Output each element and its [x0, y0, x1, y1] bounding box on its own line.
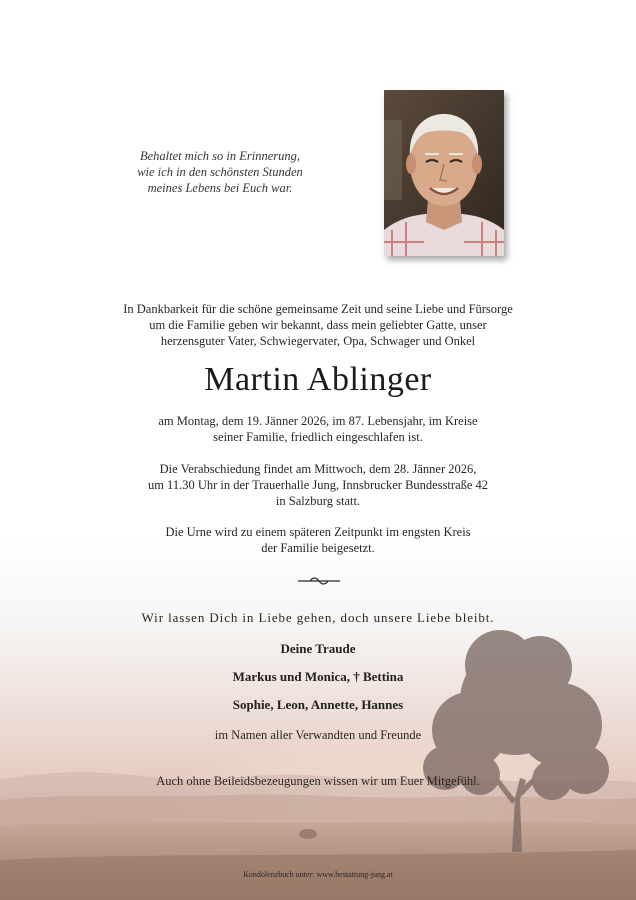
- condolence-line: Auch ohne Beileidsbezeugungen wissen wir um Euer Mitgefühl.: [156, 774, 480, 788]
- footer-condolence-link: Kondolenzbuch unter: www.bestattung-jung.at: [243, 870, 393, 879]
- urn-info: [60, 524, 576, 556]
- mourner-line: Deine Traude: [280, 641, 356, 656]
- death-notice-line: am Montag, dem 19. Jänner 2026, im 87. Lebensjahr, im Kreise: [158, 414, 478, 428]
- farewell-line: in Salzburg statt.: [275, 494, 361, 508]
- death-notice: [60, 413, 576, 445]
- urn-line: der Familie beigesetzt.: [261, 541, 375, 555]
- death-notice-line: seiner Familie, friedlich eingeschlafen ist.: [213, 430, 423, 444]
- quote-line: wie ich in den schönsten Stunden: [137, 165, 303, 179]
- urn-line: Die Urne wird zu einem späteren Zeitpunkt im engsten Kreis: [165, 525, 471, 539]
- memorial-quote: [110, 148, 330, 196]
- motto: Wir lassen Dich in Liebe gehen, doch unsere Liebe bleibt.: [141, 610, 495, 625]
- farewell-info: [60, 461, 576, 509]
- farewell-line: Die Verabschiedung findet am Mittwoch, dem 28. Jänner 2026,: [159, 462, 477, 476]
- intro-line: um die Familie geben wir bekannt, dass mein geliebter Gatte, unser: [149, 318, 487, 332]
- relatives-line: im Namen aller Verwandten und Freunde: [214, 728, 422, 742]
- intro-text: [60, 301, 576, 349]
- ornament-divider: [298, 576, 340, 586]
- intro-line: herzensguter Vater, Schwiegervater, Opa, Schwager und Onkel: [160, 334, 476, 348]
- farewell-line: um 11.30 Uhr in der Trauerhalle Jung, Innsbrucker Bundesstraße 42: [147, 478, 489, 492]
- portrait-photo: [384, 90, 504, 256]
- mourner-line: Sophie, Leon, Annette, Hannes: [232, 697, 404, 712]
- quote-line: Behaltet mich so in Erinnerung,: [139, 149, 301, 163]
- deceased-name: Martin Ablinger: [204, 361, 432, 398]
- quote-line: meines Lebens bei Euch war.: [147, 181, 293, 195]
- intro-line: In Dankbarkeit für die schöne gemeinsame Zeit und seine Liebe und Fürsorge: [123, 302, 513, 316]
- mourner-line: Markus und Monica, † Bettina: [232, 669, 404, 684]
